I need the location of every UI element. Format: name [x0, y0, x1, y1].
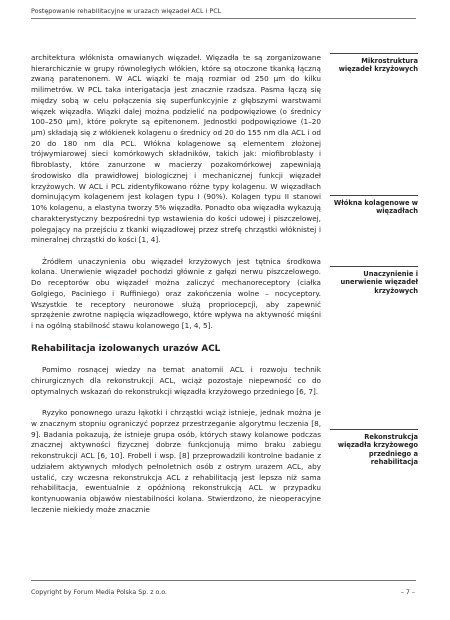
- margin-note-microstructure: [330, 53, 418, 74]
- body-text-column: [31, 53, 321, 516]
- margin-note-label: Unaczynienie i unerwienie więzadeł krzyżowych: [340, 270, 418, 295]
- margin-note-label: Włókna kolagenowe w więzadłach: [333, 199, 418, 216]
- margin-note-vascularization: [330, 266, 418, 295]
- running-header: Postępowanie rehabilitacyjne w urazach więzadeł ACL i PCL: [31, 7, 222, 15]
- header-rule: [31, 18, 416, 19]
- margin-note-label: Mikrostruktura więzadeł krzyżowych: [338, 57, 418, 74]
- margin-note-acl-reconstruction: [330, 429, 418, 467]
- paragraph-reinjury-risk: Ryzyko ponownego urazu łąkotki i chrząstki wciąż istnieje, jednak można je w znacznym stopniu ograniczyć poprzez przestrzeganie algorytmu leczenia [8, 9]. Badania pokazują, że istnieje grupa osób, których stawy kolanowe podczas znacznej aktywności fizycznej dobrze funkcjonują mimo braku zabiegu rekonstrukcji ACL [6, 10]. Frobell i wsp. [8] przeprowadzili kontrolne badanie z udziałem aktywnych młodych pełnoletnich osób z ostrym urazem ACL, aby ustalić, czy wczesna rekonstrukcja ACL z rehabilitacją jest lepsza niż sama rehabilitacja, ewentualnie z opóźnioną rekonstrukcją ACL w przypadku kontynuowania objawów niestabilności kolana. Stwierdzono, że nieoperacyjne leczenie niekiedy może znacznie: [31, 408, 321, 514]
- margin-note-collagen: [330, 195, 418, 216]
- footer-rule: [31, 580, 416, 581]
- footer-copyright: Copyright by Forum Media Polska Sp. z o.o.: [31, 589, 168, 596]
- page-number: – 7 –: [400, 589, 415, 596]
- paragraph-acl-intro: Pomimo rosnącej wiedzy na temat anatomii ACL i rozwoju technik chirurgicznych dla rekonstrukcji ACL, wciąż pozostaje niepewność co do optymalnych wskazań do rekonstrukcji więzadła krzyżowego przedniego [6, 7].: [31, 365, 321, 396]
- paragraph-vascularization: Źródłem unaczynienia obu więzadeł krzyżowych jest tętnica środkowa kolana. Unerwienie więzadeł pochodzi głównie z gałęzi nerwu piszczelowego. Do receptorów obu więzadeł można zaliczyć mechanoreceptory (ciałka Golgiego, Paciniego i Ruffiniego) oraz zakończenia wolne – nocyceptory. Wszystkie te receptory neuronowe służą propriocepcji, aby zapewnić sprzężenie zwrotne napięcia więzadłowego, które wpływa na aktywność mięśni i na ogólną stabilność stawu kolanowego [1, 4, 5].: [31, 256, 321, 331]
- paragraph-microstructure: architektura włóknista omawianych więzadeł. Więzadła te są zorganizowane hierarchicznie w grupy równoległych włókien, które są otoczone tkanką łączną zwaną paratenonem. W ACL wiązki te mają rozmiar od 250 µm do kilku milimetrów. W PCL taka interigatacja jest znacznie rzadsza. Pasma łączą się między sobą w celu połączenia się superfunkcyjnie z głębszymi warstwami więzek więzadła. Wiązki dalej można podzielić na podpowięziowe (o średnicy 100–250 µm), które pokryte są epitenonem. Jednostki podpowięziowe (1–20 µm) składają się z włókienek kolagenu o średnicy od 20 do 155 nm dla ACL i od 20 do 180 nm dla PCL. Włókna kolagenowe są elementem złożonej trójwymiarowej sieci komórkowych składników, takich jak: miofibroblasty i fibroblasty, które zanurzone w macierzy pozakomórkowej zapewniają środowisko dla prawidłowej biologicznej i mechanicznej funkcji więzadeł krzyżowych. W ACL i PCL zidentyfikowano różne typy kolagenu. W więzadłach dominującym kolagenem jest kolagen typu I (90%). Kolagen typu II stanowi 10% kolagenu, a elastyna tworzy 5% więzadła. Ponadto oba więzadła wykazują charakterystyczny bezpośredni typ wstawienia do kości udowej i piszczelowej, polegający na przejściu z tkanki więzadłowej przez strefę chrząstki włóknistej i mineralnej chrząstki do kości [1, 4].: [31, 53, 321, 245]
- section-heading: Rehabilitacja izolowanych urazów ACL: [31, 343, 221, 354]
- margin-note-label: Rekonstrukcja więzadła krzyżowego przedniego a rehabilitacja: [337, 433, 418, 467]
